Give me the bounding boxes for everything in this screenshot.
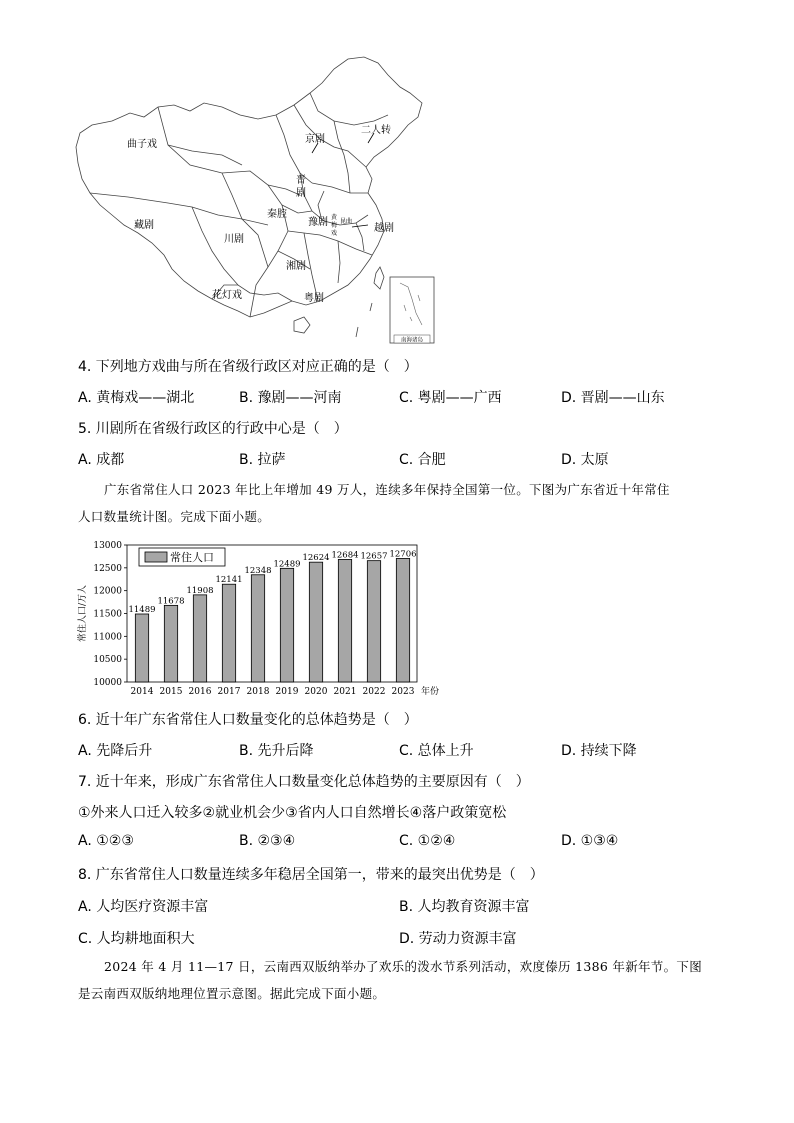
q8-option-c[interactable]: C. 人均耕地面积大 — [78, 931, 195, 947]
china-opera-map — [72, 55, 447, 345]
q4-option-d[interactable]: D. 晋剧——山东 — [561, 390, 665, 406]
y-tick-label: 10000 — [93, 678, 122, 688]
label-errenzhuan: 二人转 — [361, 125, 391, 136]
q7-statements: ①外来人口迁入较多②就业机会少③省内人口自然增长④落户政策宽松 — [78, 805, 507, 821]
bar — [193, 595, 206, 682]
label-yueju-guangdong: 粤剧 — [304, 293, 324, 304]
intro2-line-2: 是云南西双版纳地理位置示意图。据此完成下面小题。 — [78, 986, 386, 1001]
q7-option-c[interactable]: C. ①②④ — [399, 833, 456, 849]
q6-option-a[interactable]: A. 先降后升 — [78, 743, 153, 759]
q4-option-a[interactable]: A. 黄梅戏——湖北 — [78, 390, 195, 406]
x-tick-label: 2014 — [130, 687, 154, 697]
y-tick-label: 11000 — [93, 632, 122, 643]
bar — [396, 558, 409, 682]
label-quzixi: 曲子戏 — [127, 139, 157, 150]
bar-value-label: 11678 — [157, 596, 185, 607]
y-axis-label: 常住人口/万人 — [78, 584, 88, 643]
q5-option-b[interactable]: B. 拉萨 — [239, 452, 286, 468]
bar-value-label: 12141 — [215, 575, 243, 586]
label-huangmeixi-3: 戏 — [331, 230, 338, 237]
y-tick-label: 12500 — [93, 563, 122, 574]
legend-label: 常住人口 — [170, 551, 214, 564]
bar — [338, 559, 351, 682]
q8-option-a[interactable]: A. 人均医疗资源丰富 — [78, 899, 209, 915]
x-tick-label: 2017 — [217, 687, 241, 697]
south-china-sea-inset — [390, 277, 434, 344]
label-kunqu: 昆曲 — [340, 218, 353, 225]
intro-line-1: 广东省常住人口 2023 年比上年增加 49 万人，连续多年保持全国第一位。下图为广东省近十年常住 — [104, 482, 670, 497]
label-huadengxi: 花灯戏 — [212, 290, 242, 301]
q8-option-d[interactable]: D. 劳动力资源丰富 — [399, 931, 517, 947]
bar — [280, 568, 293, 682]
q8-option-b[interactable]: B. 人均教育资源丰富 — [399, 899, 530, 915]
bar-value-label: 12706 — [389, 549, 417, 560]
bar-value-label: 12348 — [244, 565, 272, 576]
question-5-stem: 5. 川剧所在省级行政区的行政中心是（ ） — [78, 421, 348, 437]
x-tick-label: 2016 — [188, 687, 212, 697]
q4-option-b[interactable]: B. 豫剧——河南 — [239, 390, 342, 406]
bar-value-label: 12684 — [331, 550, 359, 561]
y-tick-label: 12000 — [93, 586, 122, 597]
q6-option-c[interactable]: C. 总体上升 — [399, 743, 474, 759]
bar — [135, 614, 148, 682]
bar-value-label: 12657 — [360, 551, 388, 562]
china-map-svg — [72, 55, 447, 345]
q5-option-d[interactable]: D. 太原 — [561, 452, 609, 468]
y-tick-label: 10500 — [93, 655, 122, 666]
intro-paragraph-xishuangbanna — [78, 953, 718, 1007]
q6-option-d[interactable]: D. 持续下降 — [561, 743, 637, 759]
x-tick-label: 2023 — [391, 687, 415, 697]
label-chuanju: 川剧 — [224, 234, 244, 245]
intro2-line-1: 2024 年 4 月 11—17 日，云南西双版纳举办了欢乐的泼水节系列活动，欢度傣历 1386 年新年节。下图 — [104, 959, 703, 974]
bar — [164, 605, 177, 682]
bar — [251, 575, 264, 682]
population-chart-svg — [72, 535, 452, 700]
legend-swatch — [145, 552, 167, 562]
x-tick-label: 2022 — [362, 687, 386, 697]
q7-option-b[interactable]: B. ②③④ — [239, 833, 296, 849]
x-axis-label: 年份 — [421, 687, 440, 697]
bar-value-label: 12624 — [302, 553, 330, 564]
question-8-stem: 8. 广东省常住人口数量连续多年稳居全国第一，带来的最突出优势是（ ） — [78, 867, 544, 883]
label-jinju-1: 晋 — [296, 175, 306, 186]
label-qinqiang: 秦腔 — [267, 209, 287, 220]
bar — [367, 561, 380, 682]
bar-value-label: 11489 — [128, 605, 156, 616]
label-yuju: 豫剧 — [308, 217, 328, 228]
x-tick-label: 2015 — [159, 687, 183, 697]
q6-option-b[interactable]: B. 先升后降 — [239, 743, 314, 759]
q5-option-c[interactable]: C. 合肥 — [399, 452, 446, 468]
map-outline — [76, 57, 422, 333]
q7-option-a[interactable]: A. ①②③ — [78, 833, 134, 849]
q7-option-d[interactable]: D. ①③④ — [561, 833, 619, 849]
label-xiangju: 湘剧 — [286, 261, 306, 272]
population-chart — [72, 535, 452, 700]
label-huangmeixi-1: 黄 — [331, 214, 338, 221]
question-7-stem: 7. 近十年来，形成广东省常住人口数量变化总体趋势的主要原因有（ ） — [78, 774, 530, 790]
bar-value-label: 12489 — [273, 559, 301, 570]
y-tick-label: 11500 — [93, 609, 122, 620]
inset-label: 南海诸岛 — [400, 337, 424, 344]
label-huangmeixi-2: 梅 — [331, 222, 338, 229]
label-zangju: 藏剧 — [134, 220, 154, 231]
question-6-stem: 6. 近十年广东省常住人口数量变化的总体趋势是（ ） — [78, 712, 418, 728]
q4-option-c[interactable]: C. 粤剧——广西 — [399, 390, 502, 406]
x-tick-label: 2019 — [275, 687, 299, 697]
label-jingju: 京剧 — [305, 134, 325, 145]
q5-option-a[interactable]: A. 成都 — [78, 452, 125, 468]
x-tick-label: 2020 — [304, 687, 328, 697]
intro-paragraph-guangdong — [78, 476, 718, 530]
x-tick-label: 2018 — [246, 687, 270, 697]
x-tick-label: 2021 — [333, 687, 357, 697]
label-jinju-2: 剧 — [296, 188, 306, 199]
question-4-stem: 4. 下列地方戏曲与所在省级行政区对应正确的是（ ） — [78, 359, 418, 375]
y-tick-label: 13000 — [93, 541, 122, 551]
bar — [309, 562, 322, 682]
label-leaders — [312, 133, 374, 227]
intro-line-2: 人口数量统计图。完成下面小题。 — [78, 509, 271, 524]
bar-value-label: 11908 — [186, 585, 214, 596]
label-yueju-zhejiang: 越剧 — [374, 223, 394, 234]
bar — [222, 584, 235, 682]
